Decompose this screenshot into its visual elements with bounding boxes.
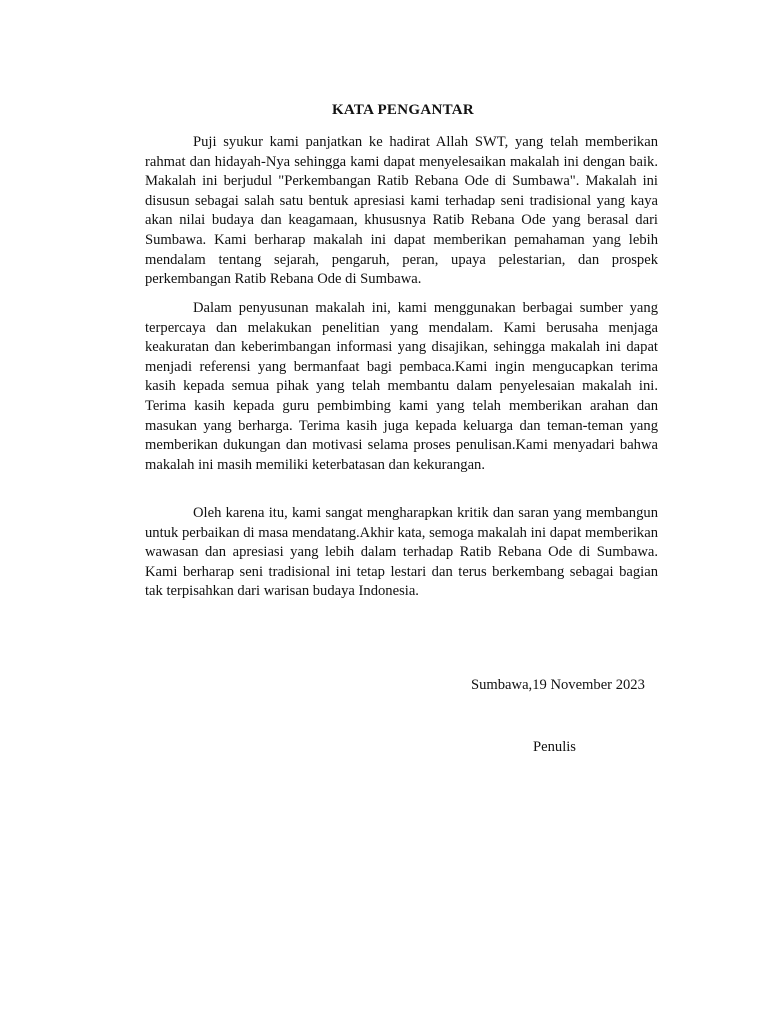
- page-title: KATA PENGANTAR: [331, 102, 475, 118]
- paragraph-acknowledgement: Dalam penyusunan makalah ini, kami menggunakan berbagai sumber yang terpercaya dan melakukan penelitian yang mendalam. Kami berusaha menjaga keakuratan dan keberimbangan informasi yang disajikan, sehingga makalah ini dapat menjadi referensi yang bermanfaat bagi pembaca.Kami ingin mengucapkan terima kasih kepada semua pihak yang telah membantu dalam penyelesaian makalah ini. Terima kasih kepada guru pembimbing kami yang telah memberikan arahan dan masukan yang berharga. Terima kasih juga kepada keluarga dan teman-teman yang memberikan dukungan dan motivasi selama proses penulisan.Kami menyadari bahwa makalah ini masih memiliki keterbatasan dan kekurangan.: [145, 300, 658, 473]
- paragraph-closing: Oleh karena itu, kami sangat mengharapkan kritik dan saran yang membangun untuk perbaikan di masa mendatang.Akhir kata, semoga makalah ini dapat memberikan wawasan dan apresiasi yang lebih dalam terhadap Ratib Rebana Ode di Sumbawa. Kami berharap seni tradisional ini tetap lestari dan terus berkembang sebagai bagian tak terpisahkan dari warisan budaya Indonesia.: [145, 505, 658, 600]
- paragraph-opening: Puji syukur kami panjatkan ke hadirat Allah SWT, yang telah memberikan rahmat dan hidayah-Nya sehingga kami dapat menyelesaikan makalah ini dengan baik. Makalah ini berjudul "Perkembangan Ratib Rebana Ode di Sumbawa". Makalah ini disusun sebagai salah satu bentuk apresiasi kami terhadap seni tradisional yang kaya akan nilai budaya dan keagamaan, khususnya Ratib Rebana Ode yang berasal dari Sumbawa. Kami berharap makalah ini dapat memberikan pemahaman yang lebih mendalam tentang sejarah, pengaruh, peran, upaya pelestarian, dan prospek perkembangan Ratib Rebana Ode di Sumbawa.: [145, 134, 658, 288]
- signature-author: Penulis: [533, 739, 576, 755]
- signature-place-date: Sumbawa,19 November 2023: [471, 677, 645, 693]
